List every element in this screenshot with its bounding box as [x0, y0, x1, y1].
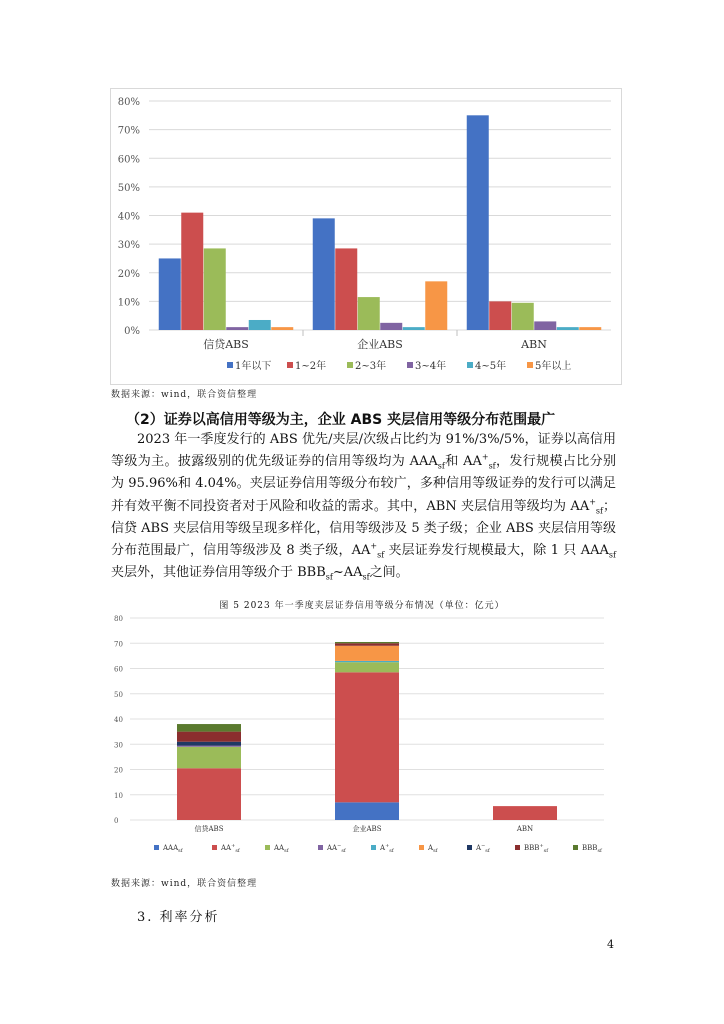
- y-tick-label: 0: [114, 817, 119, 825]
- stacked-segment: [335, 661, 399, 662]
- y-tick-label: 50: [114, 690, 123, 699]
- x-category-label: 信贷ABS: [203, 338, 249, 351]
- body-paragraph: 2023 年一季度发行的 ABS 优先/夹层/次级占比约为 91%/3%/5%，证券以高信用等级为主。披露级别的优先级证券的信用等级均为 $AAA_{sf}$和 $AA^+_{sf}$，发行规模占比分别为 95.96%和 4.04%。夹层证券信用等级分布较广，多种信用等级证券的发行可以满足并有效平衡不同投资者对于风险和收益的需求。其中，ABN 夹层信用等级均为 $AA^+_{sf}$；信贷 ABS 夹层信用等级呈现多样化，信用等级涉及 5 类子级；企业 ABS 夹层信用等级分布范围最广，信用等级涉及 8 类子级，$AA^+_{sf}$ 夹层证券发行规模最大，除 1 只 $AAA_{sf}$ 夹层外，其他证券信用等级介于 $BBB_{sf}\sim AA_{sf}$之间。: [111, 432, 616, 582]
- y-tick-label: 70%: [117, 125, 140, 137]
- y-tick-label: 20%: [117, 268, 140, 280]
- bar: [159, 258, 181, 330]
- bar: [403, 327, 425, 330]
- legend-swatch: [287, 362, 293, 368]
- chart-mezzanine-rating: [110, 612, 620, 862]
- legend-label: 2~3年: [355, 361, 387, 372]
- x-category-label: ABN: [521, 338, 547, 351]
- legend-label: $A^+_{sf}$: [380, 843, 394, 854]
- legend-label: 3~4年: [415, 361, 447, 372]
- legend-label: $AA_{sf}$: [274, 844, 289, 854]
- bar: [380, 323, 402, 330]
- bar: [226, 327, 248, 330]
- y-tick-label: 10: [114, 791, 123, 800]
- y-tick-label: 30: [114, 741, 123, 750]
- stacked-segment: [335, 672, 399, 802]
- legend-swatch: [265, 845, 270, 850]
- section-title: 3. 利率分析: [137, 910, 220, 925]
- bar: [467, 115, 489, 330]
- legend-swatch: [419, 845, 424, 850]
- stacked-segment: [335, 646, 399, 661]
- legend-label: 4~5年: [475, 361, 507, 372]
- legend-swatch: [407, 362, 413, 368]
- bar: [557, 327, 579, 330]
- y-tick-label: 80: [114, 615, 123, 623]
- bar: [335, 248, 357, 330]
- stacked-segment: [177, 746, 241, 747]
- bar: [579, 327, 601, 330]
- y-tick-label: 10%: [117, 297, 140, 309]
- stacked-segment: [335, 642, 399, 643]
- y-tick-label: 70: [114, 640, 123, 649]
- legend-swatch: [318, 845, 323, 850]
- stacked-segment: [177, 724, 241, 732]
- stacked-segment: [177, 768, 241, 820]
- stacked-segment: [177, 747, 241, 768]
- bar: [512, 303, 534, 330]
- y-tick-label: 0%: [124, 326, 140, 337]
- legend-swatch: [527, 362, 533, 368]
- x-category-label: ABN: [516, 825, 534, 833]
- bar: [271, 327, 293, 330]
- figure-5-title: 图 5 2023 年一季度夹层证券信用等级分布情况（单位：亿元）: [219, 601, 505, 611]
- bar: [313, 218, 335, 330]
- stacked-segment: [493, 806, 557, 820]
- page-number: 4: [607, 938, 614, 951]
- y-tick-label: 30%: [117, 240, 140, 252]
- legend-swatch: [467, 845, 472, 850]
- stacked-segment: [177, 742, 241, 746]
- stacked-segment: [335, 643, 399, 646]
- section-heading: （2）证券以高信用等级为主，企业 ABS 夹层信用等级分布范围最广: [126, 412, 556, 428]
- legend-swatch: [227, 362, 233, 368]
- legend-label: $AAA_{sf}$: [163, 844, 183, 854]
- legend-label: $BBB^+_{sf}$: [524, 843, 549, 854]
- legend-swatch: [573, 845, 578, 850]
- legend-label: $AA^-_{sf}$: [327, 843, 346, 854]
- legend-label: $A_{sf}$: [428, 844, 438, 854]
- chart-maturity-distribution: [110, 88, 622, 385]
- x-category-label: 信贷ABS: [194, 825, 224, 833]
- bar: [534, 321, 556, 330]
- y-tick-label: 60: [114, 665, 123, 674]
- bar: [249, 320, 271, 330]
- legend-swatch: [347, 362, 353, 368]
- legend-swatch: [154, 845, 159, 850]
- legend-swatch: [467, 362, 473, 368]
- y-tick-label: 20: [114, 766, 123, 775]
- y-tick-label: 60%: [117, 154, 140, 166]
- chart-2-source: 数据来源：wind，联合资信整理: [111, 879, 258, 889]
- stacked-segment: [335, 662, 399, 672]
- chart-1-svg: [111, 89, 621, 384]
- bar: [358, 297, 380, 330]
- bar: [204, 248, 226, 330]
- legend-swatch: [212, 845, 217, 850]
- x-category-label: 企业ABS: [357, 338, 403, 351]
- y-tick-label: 40%: [117, 211, 140, 223]
- legend-swatch: [515, 845, 520, 850]
- legend-label: 5年以上: [535, 361, 572, 372]
- bar: [181, 213, 203, 330]
- x-category-label: 企业ABS: [352, 825, 382, 833]
- legend-label: 1年以下: [235, 361, 272, 372]
- bar: [425, 281, 447, 330]
- y-tick-label: 80%: [117, 97, 140, 108]
- y-tick-label: 40: [114, 716, 123, 724]
- legend-label: $A^-_{sf}$: [476, 843, 490, 854]
- legend-label: $AA^+_{sf}$: [221, 843, 240, 854]
- stacked-segment: [177, 732, 241, 742]
- y-tick-label: 50%: [117, 182, 140, 194]
- legend-label: 1~2年: [295, 361, 327, 372]
- chart-2-svg: [110, 612, 620, 862]
- bar: [489, 301, 511, 330]
- stacked-segment: [335, 802, 399, 820]
- legend-label: $BBB_{sf}$: [582, 844, 602, 854]
- chart-1-source: 数据来源：wind，联合资信整理: [111, 390, 258, 400]
- legend-swatch: [371, 845, 376, 850]
